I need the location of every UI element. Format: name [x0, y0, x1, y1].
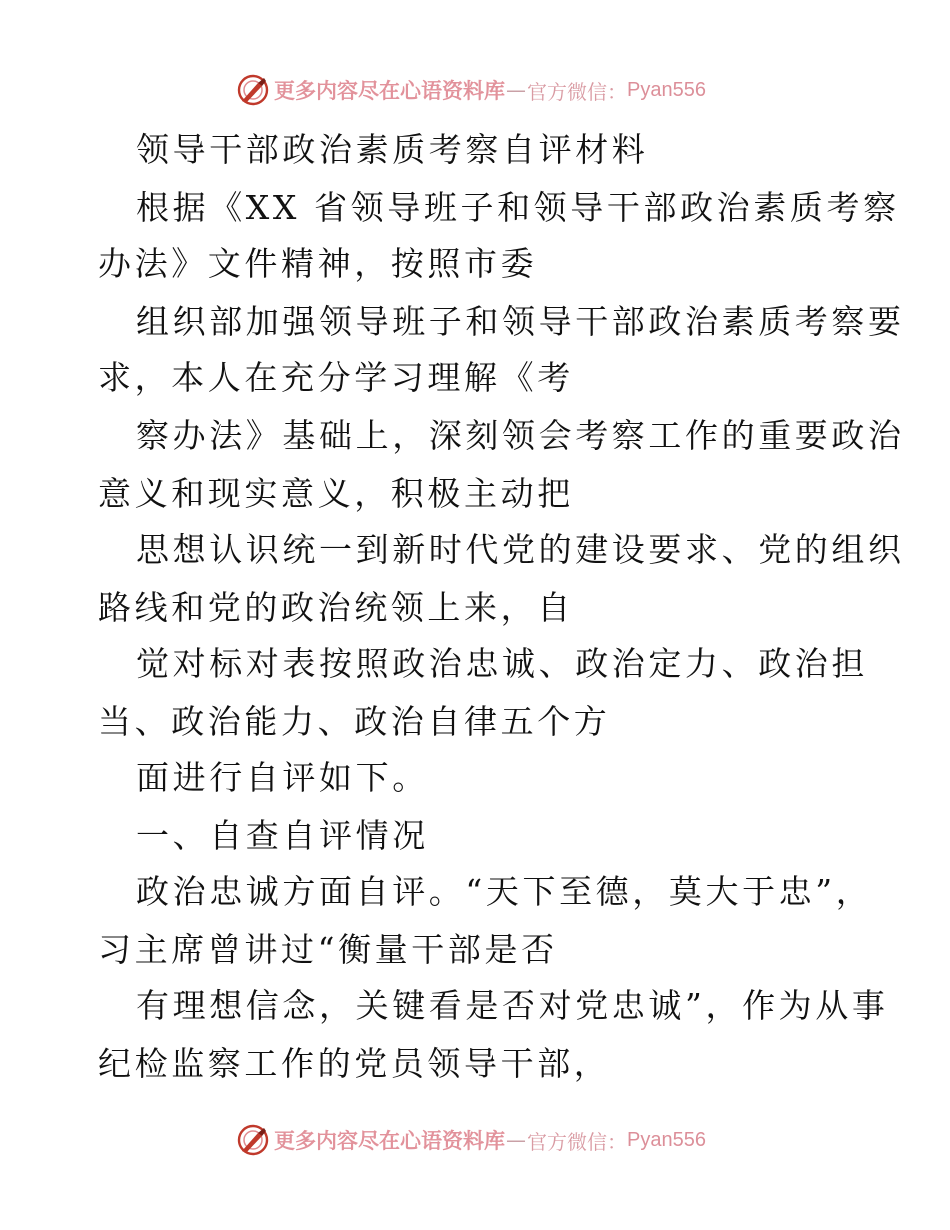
section-heading: 一、自查自评情况	[136, 816, 429, 855]
banner-wechat-id: Pyan556	[627, 78, 706, 101]
banner-dash: —	[506, 78, 526, 102]
banner-slogan: 更多内容尽在心语资料库	[274, 78, 505, 103]
text-line: 求，本人在充分学习理解《考	[98, 358, 574, 397]
text-line: 组织部加强领导班子和领导干部政治素质考察要	[136, 302, 905, 341]
text-line: 政治忠诚方面自评。“天下至德，莫大于忠”，	[136, 872, 873, 911]
text-line: 纪检监察工作的党员领导干部，	[98, 1044, 611, 1083]
banner-slogan: 更多内容尽在心语资料库	[274, 1128, 505, 1153]
pen-logo-icon	[236, 1123, 270, 1157]
text-line: 路线和党的政治统领上来，自	[98, 588, 574, 627]
footer-banner	[236, 1120, 716, 1160]
text-line: 办法》文件精神，按照市委	[98, 244, 538, 283]
header-banner	[236, 70, 716, 110]
text-line: 思想认识统一到新时代党的建设要求、党的组织	[136, 530, 905, 569]
text-line: 意义和现实意义，积极主动把	[98, 474, 574, 513]
text-line: 面进行自评如下。	[136, 758, 429, 797]
text-line: 根据《XX 省领导班子和领导干部政治素质考察	[136, 188, 900, 227]
banner-wechat-id: Pyan556	[627, 1128, 706, 1151]
pen-logo-icon	[236, 73, 270, 107]
document-title: 领导干部政治素质考察自评材料	[136, 130, 649, 169]
banner-official-label: 官方微信：	[527, 1129, 627, 1154]
text-line: 觉对标对表按照政治忠诚、政治定力、政治担	[136, 644, 868, 683]
text-line: 有理想信念，关键看是否对党忠诚”，作为从事	[136, 986, 889, 1025]
text-line: 察办法》基础上，深刻领会考察工作的重要政治	[136, 416, 905, 455]
text-line: 当、政治能力、政治自律五个方	[98, 702, 611, 741]
text-line: 习主席曾讲过“衡量干部是否	[98, 930, 558, 969]
banner-dash: —	[506, 1128, 526, 1152]
banner-official-label: 官方微信：	[527, 79, 627, 104]
